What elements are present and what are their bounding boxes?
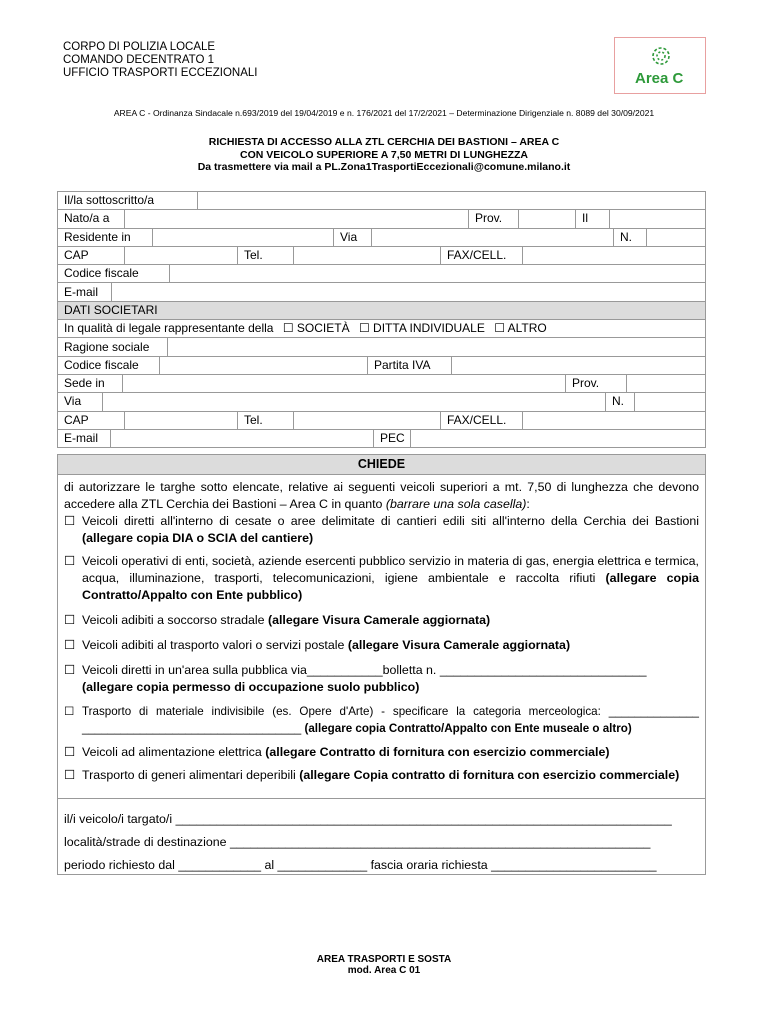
chiede-intro (64, 479, 699, 513)
checkbox-icon[interactable]: ☐ (64, 705, 75, 718)
chiede-section (57, 454, 706, 875)
option-suolo-pubblico[interactable] (64, 662, 699, 696)
row-8 (57, 319, 706, 338)
option-text: Trasporto di generi alimentari deperibili (82, 768, 296, 782)
field-partita-iva[interactable] (452, 356, 706, 374)
option-attachment: (allegare copia Contratto/Appalto con Ente pubblico) (82, 571, 699, 602)
label-residente: Residente in (58, 228, 153, 246)
footer-line-1: AREA TRASPORTI E SOSTA (316, 954, 452, 965)
row-2 (57, 209, 706, 228)
option-elettrica[interactable] (64, 744, 699, 761)
label-nato: Nato/a a (58, 210, 125, 228)
label-tel: Tel. (238, 246, 294, 264)
option-attachment: (allegare copia Contratto/Appalto con Ente museale o altro) (304, 722, 632, 735)
header-line-2: COMANDO DECENTRATO 1 (63, 54, 215, 66)
header-line-3: UFFICIO TRASPORTI ECCEZIONALI (63, 67, 258, 79)
checkbox-icon[interactable]: ☐ (64, 514, 76, 528)
field-codice-fiscale[interactable] (170, 265, 706, 283)
label-prov-sede: Prov. (566, 374, 627, 392)
field-pec[interactable] (411, 429, 706, 447)
checkbox-altro[interactable]: ☐ ALTRO (494, 321, 547, 336)
option-text: Veicoli ad alimentazione elettrica (82, 745, 262, 759)
label-prov: Prov. (469, 210, 519, 228)
option-attachment: (allegare copia DIA o SCIA del cantiere) (82, 531, 314, 545)
title-line-3: Da trasmettere via mail a PL.Zona1TrasportiEccezionali@comune.milano.it (197, 161, 571, 173)
field-email-sede[interactable] (111, 429, 374, 447)
option-attachment: (allegare copia permesso di occupazione suolo pubblico) (82, 680, 420, 694)
option-soccorso[interactable] (64, 612, 699, 629)
ordinance-reference: AREA C - Ordinanza Sindacale n.693/2019 del 19/04/2019 e n. 176/2021 del 17/2/2021 – Determinazione Dirigenziale n. 8089 del 30/09/2021 (113, 108, 655, 118)
option-valori[interactable] (64, 637, 699, 654)
checkbox-icon[interactable]: ☐ (64, 768, 76, 782)
field-prov[interactable] (519, 210, 576, 228)
option-attachment: (allegare Contratto di fornitura con esercizio commerciale) (265, 745, 610, 759)
option-cantieri[interactable] (64, 513, 699, 547)
checkbox-icon[interactable]: ☐ (64, 638, 76, 652)
checkbox-icon[interactable]: ☐ (64, 745, 76, 759)
logo-text: Area C (635, 70, 684, 87)
label-sede: Sede in (58, 374, 123, 392)
label-qualita: In qualità di legale rappresentante della (64, 321, 274, 336)
label-n-sede: N. (606, 393, 635, 411)
row-1 (57, 191, 706, 210)
field-cap-sede[interactable] (125, 411, 238, 429)
row-9 (57, 337, 706, 356)
row-12 (57, 392, 706, 411)
label-via-sede: Via (58, 393, 103, 411)
field-il[interactable] (610, 210, 706, 228)
field-fax[interactable] (523, 246, 706, 264)
row-14 (57, 429, 706, 448)
row-4 (57, 246, 706, 265)
checkbox-icon[interactable]: ☐ (64, 663, 76, 677)
footer-line-2: mod. Area C 01 (347, 965, 421, 976)
label-fax-sede: FAX/CELL. (441, 411, 523, 429)
row-6 (57, 282, 706, 301)
checkbox-societa[interactable]: ☐ SOCIETÀ (282, 321, 350, 336)
form-title (0, 136, 768, 174)
field-fax-sede[interactable] (523, 411, 706, 429)
field-ragione-sociale[interactable] (168, 338, 706, 356)
option-attachment: (allegare Copia contratto di fornitura con esercizio commerciale) (299, 768, 680, 782)
label-cap-sede: CAP (58, 411, 125, 429)
chiede-heading: CHIEDE (58, 455, 705, 475)
area-c-logo (614, 37, 706, 94)
intro-text: di autorizzare le targhe sotto elencate, relative ai seguenti veicoli superiori a mt. 7,50 di lunghezza che devono accedere alla ZTL Cerchia dei Bastioni – Area C in quanto (64, 480, 699, 511)
header-line-1: CORPO DI POLIZIA LOCALE (63, 41, 216, 53)
office-header (63, 41, 257, 80)
title-line-2: CON VEICOLO SUPERIORE A 7,50 METRI DI LUNGHEZZA (239, 148, 528, 161)
option-text: Veicoli diretti all'interno di cesate o aree delimitate di cantieri edili siti all'interno della Cerchia dei Bastioni (82, 514, 699, 528)
checkbox-icon[interactable]: ☐ (64, 554, 76, 568)
label-codice-fiscale: Codice fiscale (58, 265, 170, 283)
title-line-1: RICHIESTA DI ACCESSO ALLA ZTL CERCHIA DEI BASTIONI – AREA C (208, 136, 560, 148)
field-nato[interactable] (125, 210, 469, 228)
option-text: Veicoli operativi di enti, società, aziende esercenti pubblico servizio in materia di gas, energia elettrica e termica, acqua, illuminazione, trasporti, telecomunicazioni, igiene ambientale e raccolta rifiuti (82, 554, 699, 585)
field-via-sede[interactable] (103, 393, 606, 411)
field-residente[interactable] (153, 228, 334, 246)
form-rows (57, 191, 706, 448)
label-codice-fiscale-societa: Codice fiscale (58, 356, 160, 374)
field-n[interactable] (647, 228, 706, 246)
intro-italic: (barrare una sola casella) (385, 497, 527, 511)
footer (0, 954, 768, 976)
field-codice-fiscale-societa[interactable] (160, 356, 368, 374)
line-localita[interactable]: località/strade di destinazione _____________________________________________________________ (64, 835, 651, 849)
field-cap[interactable] (125, 246, 238, 264)
label-tel-sede: Tel. (238, 411, 294, 429)
vehicle-details (64, 808, 699, 877)
label-email: E-mail (58, 283, 112, 301)
field-tel-sede[interactable] (294, 411, 441, 429)
row-7 (57, 301, 706, 320)
line-targato[interactable]: il/i veicolo/i targato/i ________________________________________________________________________ (64, 812, 672, 826)
row-10 (57, 356, 706, 375)
option-text: Veicoli adibiti a soccorso stradale (82, 613, 265, 627)
field-tel[interactable] (294, 246, 441, 264)
label-sottoscritto: Il/la sottoscritto/a (58, 192, 198, 210)
field-email[interactable] (112, 283, 706, 301)
label-n: N. (614, 228, 647, 246)
label-ragione-sociale: Ragione sociale (58, 338, 168, 356)
row-11 (57, 374, 706, 393)
option-attachment: (allegare Visura Camerale aggiornata) (267, 613, 491, 627)
option-text: Veicoli adibiti al trasporto valori o servizi postale (82, 638, 345, 652)
label-cap: CAP (58, 246, 125, 264)
label-pec: PEC (374, 429, 411, 447)
label-fax: FAX/CELL. (441, 246, 523, 264)
label-email-sede: E-mail (58, 429, 111, 447)
option-materiale-indivisibile[interactable] (64, 703, 699, 737)
section-divider (58, 798, 705, 799)
label-partita-iva: Partita IVA (368, 356, 452, 374)
option-enti[interactable] (64, 553, 699, 604)
intro-end: : (526, 497, 530, 511)
option-text: Veicoli diretti in un'area sulla pubblica via___________bolletta n. ______________________________ (82, 663, 647, 677)
chiede-body (64, 479, 699, 784)
option-alimentari[interactable] (64, 767, 699, 784)
label-il: Il (576, 210, 610, 228)
row-3 (57, 228, 706, 247)
section-dati-societari: DATI SOCIETARI (58, 301, 706, 319)
checkbox-icon[interactable]: ☐ (64, 613, 76, 627)
field-via[interactable] (372, 228, 614, 246)
option-attachment: (allegare Visura Camerale aggiornata) (347, 638, 571, 652)
checkbox-ditta[interactable]: ☐ DITTA INDIVIDUALE (358, 321, 485, 336)
qualita-row (58, 320, 706, 338)
label-via: Via (334, 228, 372, 246)
field-prov-sede[interactable] (627, 374, 706, 392)
field-n-sede[interactable] (635, 393, 706, 411)
line-periodo[interactable]: periodo richiesto dal ____________ al _____________ fascia oraria richiesta ________________________ (64, 858, 657, 872)
row-13 (57, 411, 706, 430)
field-sottoscritto[interactable] (198, 192, 706, 210)
field-sede[interactable] (123, 374, 566, 392)
option-text: Trasporto di materiale indivisibile (es. Opere d'Arte) - specificare la categoria merceologica: ______________ __________________________________ (82, 705, 699, 735)
row-5 (57, 264, 706, 283)
